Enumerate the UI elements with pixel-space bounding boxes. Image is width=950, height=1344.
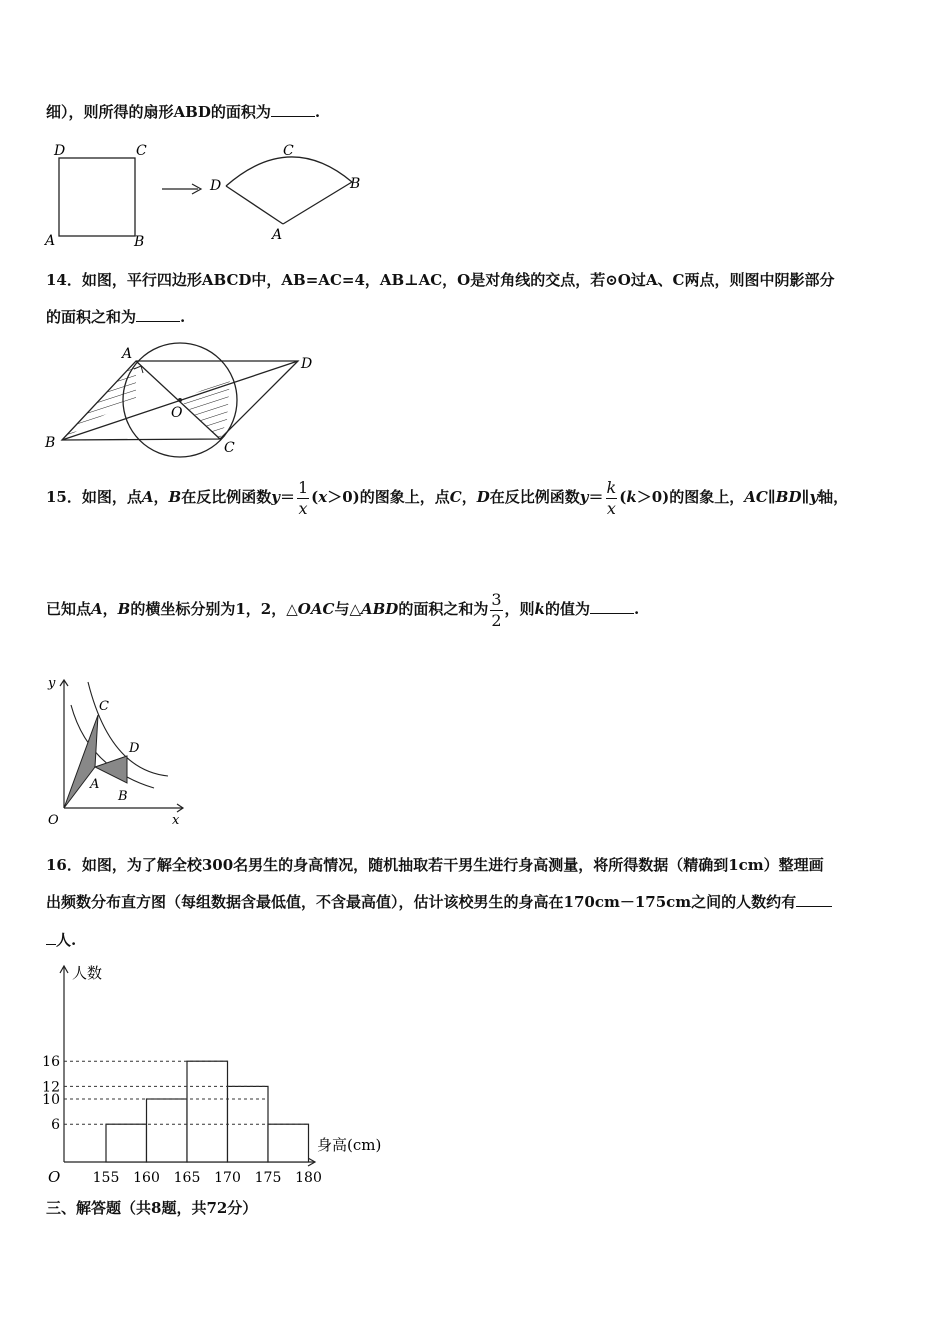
q13-label-a2: A — [272, 227, 283, 243]
q15-answer-blank — [590, 599, 634, 614]
q15-line1: 15．如图，点A，B在反比例函数y＝ $\frac{1}{x}$ (x＞0)的图象上，点C，D在反比例函数y＝ $\frac{k}{x}$ (k＞0)的图象上，AC∥BD∥y轴， — [46, 477, 849, 518]
center-point-o — [178, 398, 182, 402]
q13-label-b2: B — [350, 176, 361, 192]
q13-label-d2: D — [210, 178, 222, 194]
histogram-x-tick-label: 165 — [173, 1170, 201, 1186]
q14-text-1: 14．如图，平行四边形ABCD中，AB=AC=4，AB⊥AC，O是对角线的交点，若⊙O过A、C两点，则图中阴影部分 — [46, 271, 835, 289]
q14-text-2: 的面积之和为 — [46, 308, 137, 326]
q13-label-d1: D — [54, 143, 66, 159]
fraction-k-over-x: $\frac{k}{x}$ — [606, 477, 617, 518]
q14-label-c: C — [224, 440, 235, 456]
histogram-bar — [147, 1099, 188, 1162]
q16-text-2: 出频数分布直方图（每组数据含最低值，不含最高值），估计该校男生的身高在170cm－175cm之间的人数约有 — [46, 893, 797, 911]
q15-line2: 已知点A，B的横坐标分别为1，2，△OAC与△ABD的面积之和为 $\frac{3}{2}$ ，则k的值为 . — [46, 589, 640, 630]
q15-figure — [40, 670, 200, 830]
histogram-y-tick-label: 10 — [42, 1092, 60, 1108]
q14-label-d: D — [301, 356, 313, 372]
triangle-oac — [64, 715, 98, 808]
q15-label-a: A — [90, 777, 100, 792]
q14-label-a: A — [122, 346, 133, 362]
q16-answer-blank-part1 — [796, 892, 832, 907]
triangle-abd — [95, 756, 127, 783]
q14-label-o: O — [171, 405, 183, 421]
histogram-origin-label: O — [48, 1168, 61, 1186]
q15-label-y: y — [48, 676, 56, 691]
q16-line3 — [46, 930, 910, 950]
q13-label-c1: C — [136, 143, 147, 159]
histogram-bar — [106, 1124, 147, 1162]
histogram-y-axis-label: 人数 — [72, 964, 103, 982]
sector-arc — [226, 157, 352, 186]
q16-line1 — [46, 855, 910, 875]
histogram-x-tick-label: 155 — [92, 1170, 120, 1186]
q14-line1 — [46, 270, 910, 290]
histogram-x-tick-label: 180 — [295, 1170, 322, 1186]
square-shape — [59, 158, 135, 236]
curve-y-k-over-x — [88, 682, 168, 776]
histogram-x-tick-label: 175 — [254, 1170, 282, 1186]
histogram-x-tick-label: 160 — [133, 1170, 160, 1186]
histogram-y-tick-label: 12 — [42, 1079, 60, 1096]
q16-text-1: 16．如图，为了解全校300名男生的身高情况，随机抽取若干男生进行身高测量，将所得数据（精确到1cm）整理画 — [46, 856, 824, 874]
q14-figure — [40, 340, 330, 465]
histogram-x-tick-label: 170 — [214, 1170, 241, 1186]
section3-title — [46, 1198, 910, 1218]
q13-text: 细），则所得的扇形ABD的面积为 — [46, 103, 271, 121]
q15-label-o: O — [48, 813, 59, 828]
q13-label-b1: B — [134, 234, 145, 250]
q16-answer-blank-part2 — [46, 930, 56, 945]
q13-label-a1: A — [45, 233, 56, 249]
q15-label-b: B — [118, 789, 128, 804]
q13-label-c2: C — [283, 143, 294, 159]
fraction-3-over-2: $\frac{3}{2}$ — [491, 589, 502, 630]
sector-radius-ad — [226, 186, 283, 224]
histogram-y-tick-label: 6 — [51, 1117, 60, 1134]
sector-radius-ab — [283, 182, 352, 224]
q15-label-x: x — [172, 813, 180, 828]
q16-line2 — [46, 892, 910, 912]
histogram-bar — [187, 1061, 228, 1162]
q13-period: . — [314, 103, 321, 121]
height-histogram — [40, 958, 390, 1190]
q13-answer-blank — [271, 102, 315, 117]
q14-answer-blank — [136, 307, 180, 322]
q15-label-c: C — [99, 699, 109, 714]
q13-figure — [40, 138, 370, 253]
q16-text-3: 人. — [56, 931, 77, 949]
histogram-y-tick-label: 16 — [42, 1054, 60, 1071]
q13-line — [46, 102, 910, 122]
q14-period: . — [180, 308, 186, 326]
histogram-bar — [268, 1124, 309, 1162]
q14-line2 — [46, 307, 910, 327]
section3-title-text: 三、解答题（共8题，共72分） — [46, 1199, 258, 1217]
fraction-1-over-x: $\frac{1}{x}$ — [297, 477, 309, 518]
q15-label-d: D — [129, 741, 140, 756]
q14-label-b: B — [45, 435, 56, 451]
histogram-x-axis-label: 身高(cm) — [317, 1136, 382, 1154]
